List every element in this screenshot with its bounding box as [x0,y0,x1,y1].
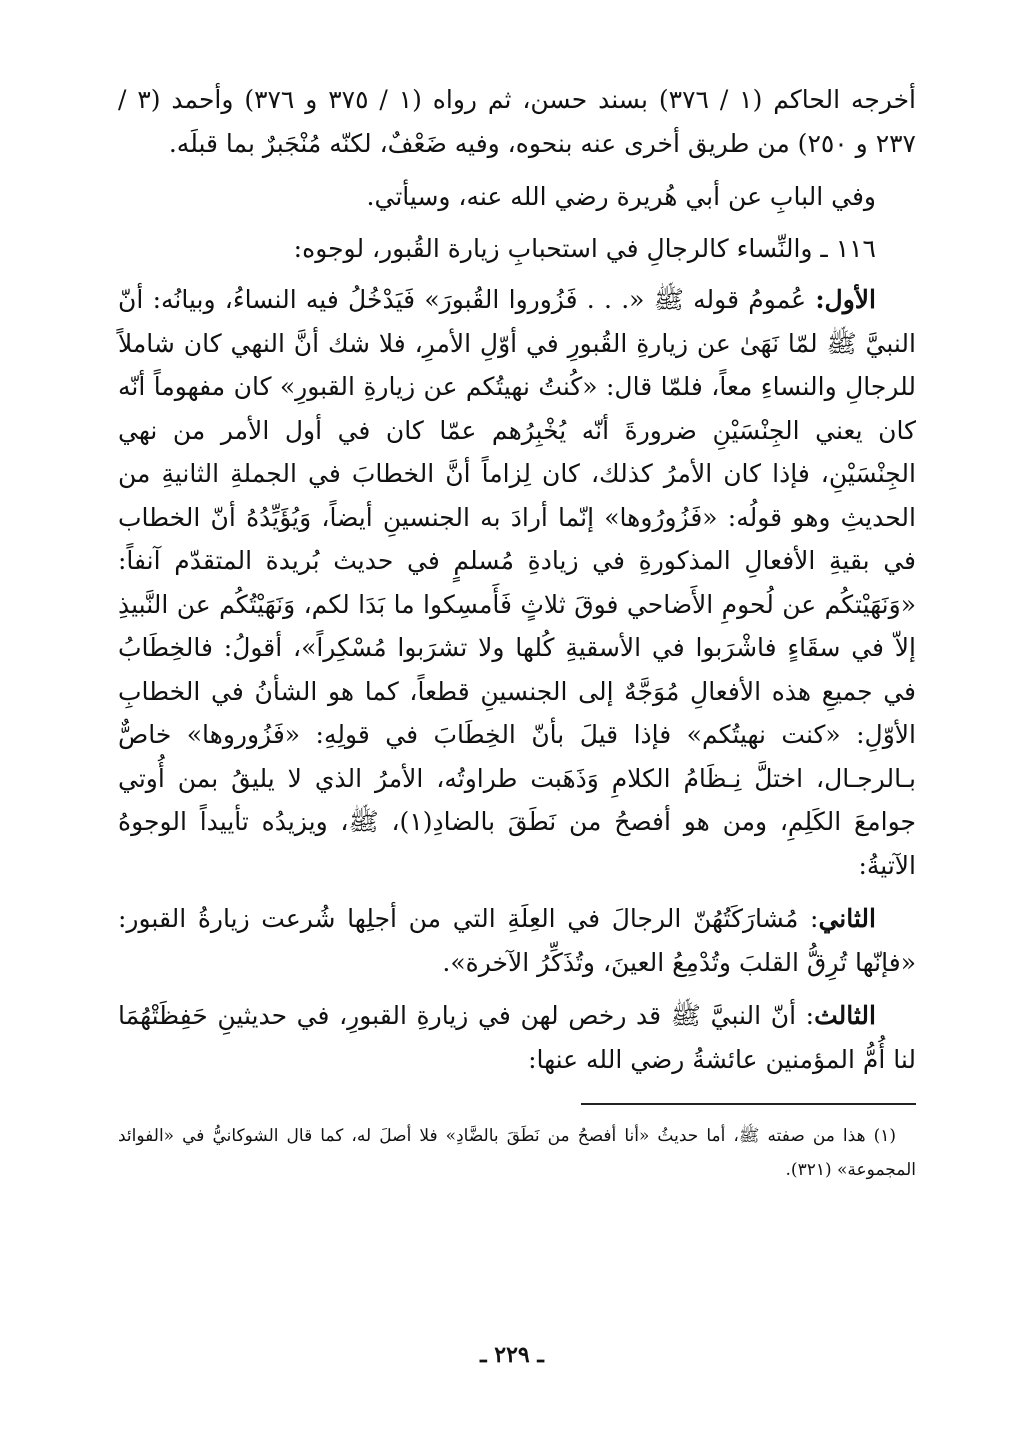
paragraph-text: : مُشارَكَتُهُنّ الرجالَ في العِلَةِ التي من أجلِها شُرعت زيارةُ القبور: «فإنّها تُرِقُّ القلبَ وتُدْمِعُ العينَ، وتُذَكِّرُ الآخرة». [118,904,916,977]
page-number: ـ ٢٢٩ ـ [480,1342,544,1368]
paragraph-text: عُمومُ قوله ﷺ «. . . فَزُوروا القُبورَ» فَيَدْخُلُ فيه النساءُ، وبيانُه: أنّ النبيَّ ﷺ لمّا نَهَىٰ عن زيارةِ القُبورِ في أوّلِ الأمرِ، فلا شك أنَّ النهي كان شاملاً للرجالِ والنساءِ معاً، فلمّا قال: «كُنتُ نهيتُكم عن زيارةِ القبورِ» كان مفهوماً أنّه كان يعني الجِنْسَيْنِ ضرورةَ أنّه يُخْبِرُهم عمّا كان في أول الأمر من نهي الجِنْسَيْنِ، فإذا كان الأمرُ كذلك، كان لِزاماً أنَّ الخطابَ في الجملةِ الثانيةِ من الحديثِ وهو قولُه: «فَزُورُوها» إنّما أرادَ به الجنسينِ أيضاً، وَيُؤَيِّدُهُ أنّ الخطاب في بقيةِ الأفعالِ المذكورةِ في زيادةِ مُسلمٍ في حديث بُريدة المتقدّم آنفاً: «وَنَهَيْتكُم عن لُحومِ الأَضاحي فوقَ ثلاثٍ فَأَمسِكوا ما بَدَا لكم، وَنَهَيْتُكُم عن النَّبيذِ إلاّ في سقَاءٍ فاشْرَبوا في الأسقيةِ كُلها ولا تشرَبوا مُسْكِراً»، أقولُ: فالخِطَابُ في جميعِ هذه الأفعالِ مُوَجَّهٌ إلى الجنسينِ قطعاً، كما هو الشأنُ في الخطابِ الأوّلِ: «كنت نهيتُكم» فإذا قيلَ بأنّ الخِطَابَ في قولِهِ: «فَزُوروها» خاصٌّ بـالرجـال، اختلَّ نِـظَامُ الكلامِ وَذَهَبت طراوتُه، الأمرُ الذي لا يليقُ بمن أُوتي جوامعَ الكَلِمِ، ومن هو أفصحُ من نَطَقَ بالضادِ(١)، ﷺ، ويزيدُه تأييداً الوجوهُ الآتيةُ: [118,285,916,880]
paragraph-lead: الأول: [815,285,876,314]
paragraph-second-reason [118,897,916,984]
paragraph-bab [118,175,916,219]
paragraph-text: وفي البابِ عن أبي هُريرة رضي الله عنه، وسيأتي. [366,182,876,211]
page-body [118,78,916,1187]
paragraph-text: ١١٦ ـ والنِّساء كالرجالِ في استحبابِ زيارة القُبور، لوجوه: [293,233,876,263]
footnote: (١) هذا من صفته ﷺ، أما حديثُ «أنا أفصحُ من نَطَقَ بالضَّادِ» فلا أصلَ له، كما قال الشوكانيُّ في «الفوائد المجموعة» (٣٢١). [118,1126,916,1180]
paragraph-lead: الثالث [814,1001,876,1030]
footnote-divider [581,1103,916,1105]
paragraph-masala-116 [118,227,916,271]
paragraph-lead: الثاني [818,904,876,933]
paragraph-takhrij [118,78,916,165]
paragraph-text: أخرجه الحاكم (١ / ٣٧٦) بسند حسن، ثم رواه (١ / ٣٧٥ و ٣٧٦) وأحمد (٣ / ٢٣٧ و ٢٥٠) من طريق أخرى عنه بنحوه، وفيه ضَعْفٌ، لكنّه مُنْجَبرٌ بما قبلَه. [118,85,916,158]
paragraph-text: : أنّ النبيَّ ﷺ قد رخص لهن في زيارةِ القبورِ، في حديثينِ حَفِظَتْهُمَا لنا أُمُّ المؤمنين عائشةُ رضي الله عنها: [118,1001,916,1074]
paragraph-first-reason [118,278,916,887]
paragraph-third-reason [118,994,916,1081]
